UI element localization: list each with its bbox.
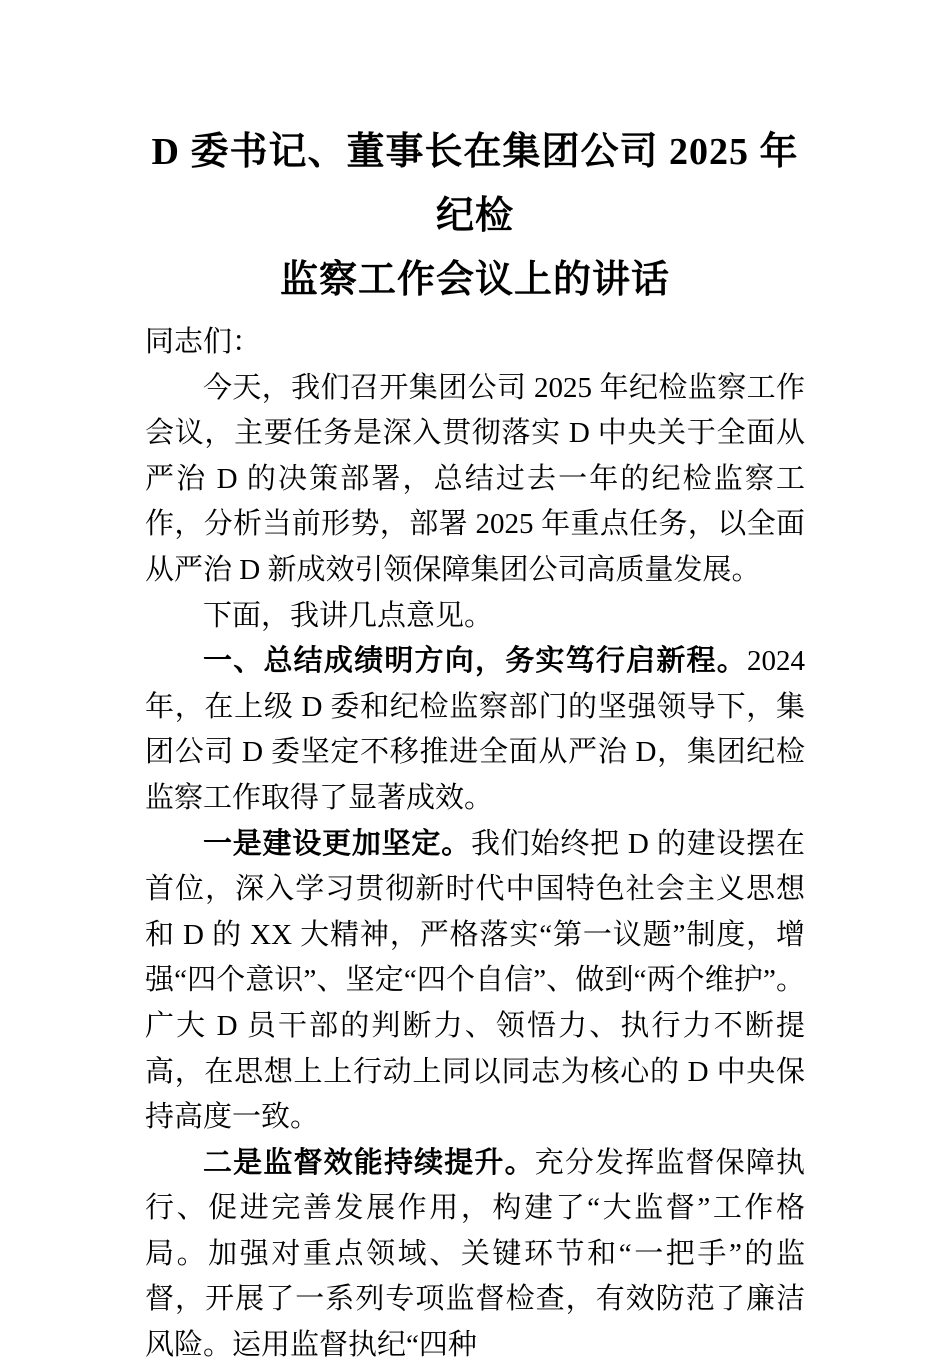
paragraph-point-2 <box>145 1141 805 1369</box>
point-1-heading: 一是建设更加坚定。 <box>203 827 471 860</box>
point-2-heading: 二是监督效能持续提升。 <box>203 1146 535 1179</box>
section-1-text: 2024 年，在上级 D 委和纪检监察部门的坚强领导下，集团公司 D 委坚定不移推进全面从严治 D，集团纪检监察工作取得了显著成效。 <box>145 645 805 814</box>
point-1-text: 我们始终把 D 的建设摆在首位，深入学习贯彻新时代中国特色社会主义思想和 D 的 XX 大精神，严格落实“第一议题”制度，增强“四个意识”、坚定“四个自信”、做到“两个维护”。广大 D 员干部的判断力、领悟力、执行力不断提高，在思想上上行动上同以同志为核心的 D 中央保持高度一致。 <box>145 827 805 1134</box>
document-body <box>145 320 805 1369</box>
title-line-2: 监察工作会议上的讲话 <box>279 259 670 301</box>
paragraph-section-1 <box>145 639 805 821</box>
point-2-text: 充分发挥监督保障执行、促进完善发展作用，构建了“大监督”工作格局。加强对重点领域、关键环节和“一把手”的监督，开展了一系列专项监督检查，有效防范了廉洁风险。运用监督执纪“四种 <box>145 1146 805 1362</box>
title-line-1: D 委书记、董事长在集团公司 2025 年纪检 <box>151 131 799 237</box>
paragraph-point-1 <box>145 822 805 1141</box>
section-1-heading: 一、总结成绩明方向，务实笃行启新程。 <box>203 645 747 678</box>
paragraph-transition-text: 下面，我讲几点意见。 <box>203 599 494 632</box>
paragraph-transition <box>145 594 805 640</box>
salutation: 同志们： <box>145 326 262 358</box>
paragraph-intro <box>145 366 805 594</box>
document-title <box>145 120 805 312</box>
paragraph-intro-text: 今天，我们召开集团公司 2025 年纪检监察工作会议，主要任务是深入贯彻落实 D 中央关于全面从严治 D 的决策部署，总结过去一年的纪检监察工作，分析当前形势，部署 2025 年重点任务，以全面从严治 D 新成效引领保障集团公司高质量发展。 <box>145 371 805 586</box>
